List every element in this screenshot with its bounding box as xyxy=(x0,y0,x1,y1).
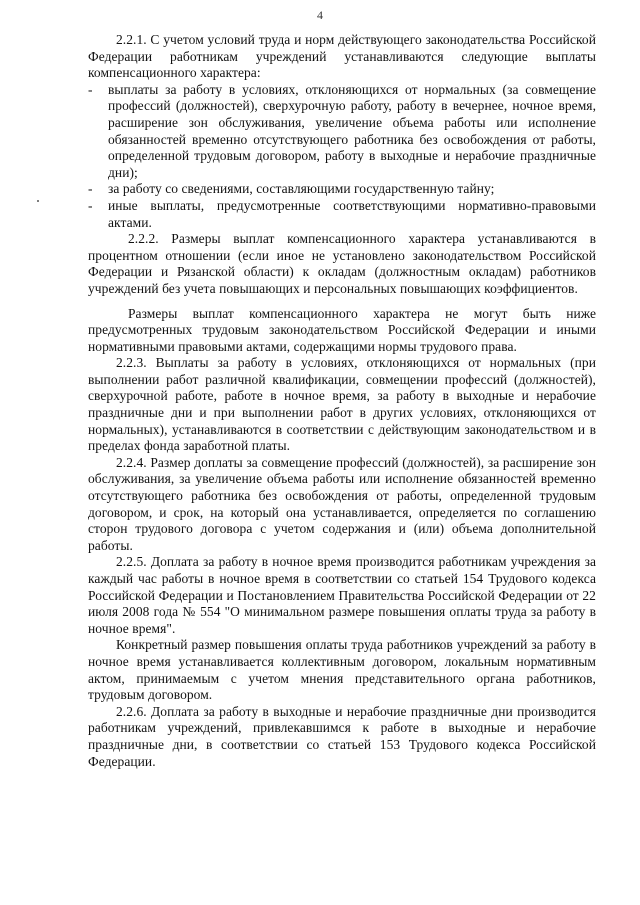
clause-2-2-5: 2.2.5. Доплата за работу в ночное время производится работникам учреждения за каждый час работы в ночное время в соответствии со статьей 154 Трудового кодекса Российской Федерации и Постановлением Правительства Российской Федерации от 22 июля 2008 года № 554 "О минимальном размере повышения оплаты труда за работу в ночное время". xyxy=(88,554,596,636)
clause-2-2-6: 2.2.6. Доплата за работу в выходные и нерабочие праздничные дни производится работникам учреждений, привлекавшимся к работе в выходные и нерабочие праздничные дни, в соответствии со статьей 153 Трудового кодекса Российской Федерации. xyxy=(88,703,596,769)
bullet-dash: - xyxy=(88,81,93,97)
clause-2-2-4: 2.2.4. Размер доплаты за совмещение профессий (должностей), за расширение зон обслуживания, за увеличение объема работы или исполнение обязанностей временно отсутствующего работника без освобождения от работы, определенной трудовым договором, и срок, на который она устанавливается, определяется по соглашению сторон трудового договора с учетом содержания и (или) объема дополнительной работы. xyxy=(88,454,596,553)
document-body xyxy=(88,32,596,770)
list-item-text: иные выплаты, предусмотренные соответствующими нормативно-правовыми актами. xyxy=(108,197,596,230)
clause-2-2-3: 2.2.3. Выплаты за работу в условиях, отклоняющихся от нормальных (при выполнении работ различной квалификации, совмещении профессий (должностей), сверхурочной работе, работе в ночное время, за работу в выходные и нерабочие праздничные дни и при выполнении работ в других условиях, отклоняющихся от нормальных), устанавливаются в соответствии с действующим законодательством и в пределах фонда заработной платы. xyxy=(88,355,596,454)
page-number: 4 xyxy=(317,8,323,22)
list-item-compensation-conditions xyxy=(88,82,596,182)
list-item-text: выплаты за работу в условиях, отклоняющихся от нормальных (за совмещение профессий (должностей), сверхурочную работу, работу в вечернее, ночное время, расширение зон обслуживания, увеличение объема работы или исполнение обязанностей временно отсутствующего работника без освобождения от работы, определенной трудовым договором, работу в выходные и нерабочие праздничные дни); xyxy=(108,81,596,180)
bullet-dash: - xyxy=(88,181,93,197)
list-item-state-secret xyxy=(88,181,596,198)
bullet-dash: - xyxy=(88,197,93,213)
list-item-text: за работу со сведениями, составляющими государственную тайну; xyxy=(108,181,495,197)
list-item-other-payments xyxy=(88,198,596,231)
scan-mark xyxy=(37,200,39,202)
clause-2-2-2-extra: Размеры выплат компенсационного характера не могут быть ниже предусмотренных трудовым законодательством Российской Федерации и иными нормативными правовыми актами, содержащими нормы трудового права. xyxy=(88,305,596,354)
clause-2-2-1-intro: 2.2.1. С учетом условий труда и норм действующего законодательства Российской Федерации работникам учреждений устанавливаются следующие выплаты компенсационного характера: xyxy=(88,32,596,81)
clause-2-2-5-extra: Конкретный размер повышения оплаты труда работников учреждений за работу в ночное время устанавливается коллективным договором, локальным нормативным актом, принимаемым с учетом мнения представительного органа работников, трудовым договором. xyxy=(88,637,596,703)
clause-2-2-2: 2.2.2. Размеры выплат компенсационного характера устанавливаются в процентном отношении (если иное не установлено законодательством Российской Федерации и Рязанской области) к окладам (должностным окладам) работников учреждений без учета повышающих и персональных повышающих коэффициентов. xyxy=(88,231,596,296)
